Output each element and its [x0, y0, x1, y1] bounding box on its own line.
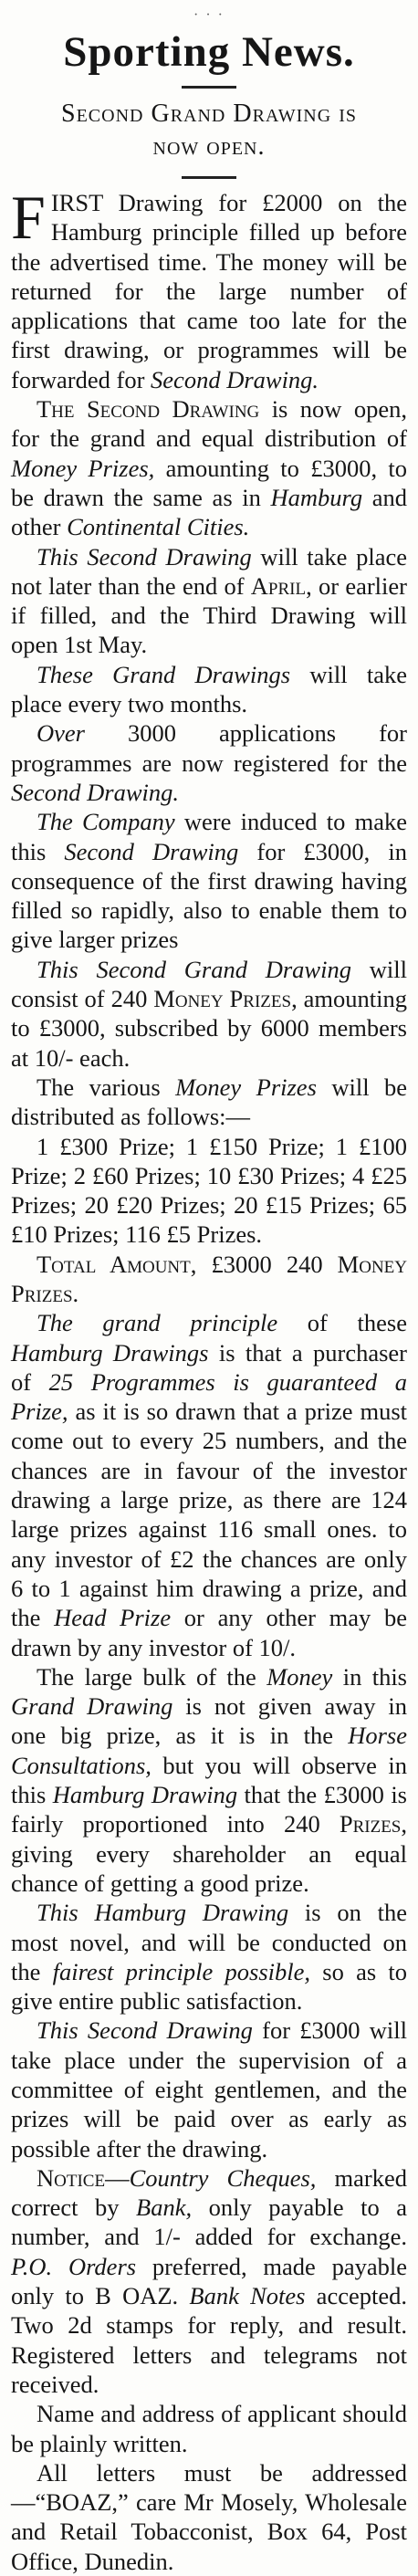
total-amount: Total Amount, £3000 240 Money Prizes. [11, 1250, 407, 1307]
emphasis-text: Money Prizes [175, 1073, 317, 1101]
emphasis-text: This Second Drawing [37, 542, 252, 571]
prize-list: 1 £300 Prize; 1 £150 Prize; 1 £100 Prize; 2 £60 Prizes; 10 £30 Prizes; 4 £25 Prizes; 20 £20 Prizes; 20 £15 Prizes; 65 £10 Prizes; 116 £5 Prizes. [11, 1132, 407, 1249]
paragraph-text: but you will observe in this [11, 1751, 407, 1809]
paragraph-text: marked correct by [11, 2163, 408, 2222]
smallcaps-text: Prizes, [339, 1810, 407, 1838]
paragraph-notice [11, 2163, 407, 2399]
paragraph-bulk [11, 1662, 407, 1898]
emphasis-text: Money [266, 1662, 333, 1691]
paragraph-text: amounting to £3000, to be drawn the same as in [11, 454, 407, 511]
paragraph-text: that the £3000 is fairly proportioned into 240 [11, 1781, 407, 1838]
emphasis-text: Bank, [136, 2194, 193, 2222]
emphasis-text: Hamburg [270, 483, 363, 511]
emphasis-text: This Hamburg Drawing [37, 1899, 289, 1927]
headline-line-2: now open. [152, 132, 266, 161]
smallcaps-text: Notice [37, 2163, 106, 2192]
emphasis-text: Grand Drawing [11, 1692, 173, 1721]
paragraph-first-drawing [11, 183, 407, 394]
paragraph-address-to: All letters must be addressed—“BOAZ,” care Mr Mosely, Wholesale and Retail Tobacconist, Box 64, Post Office, Dunedin. [11, 2458, 407, 2575]
emphasis-text: Hamburg Drawing [52, 1781, 238, 1809]
paragraph-text: is that a purchaser of [11, 1338, 407, 1396]
paragraph-text: is on the most novel, and will be conducted on the [11, 1899, 407, 1985]
emphasis-text: This Second Grand Drawing [37, 955, 351, 983]
paragraph-supervision [11, 2016, 407, 2162]
paragraph-text: of these [277, 1309, 407, 1337]
section-masthead: Sporting News. [63, 28, 355, 76]
paragraph-text: in this [332, 1662, 407, 1691]
emphasis-text: Second Drawing. [11, 778, 180, 806]
paragraph-text: giving every shareholder an equal chance of getting a good prize. [11, 1839, 407, 1897]
paragraph-applications [11, 718, 407, 807]
smallcaps-text: April, [250, 571, 312, 600]
paragraph-text: for £3000 will take place under the supervision of a committee of eight gentlemen, and the prizes will be paid over as early as possible after the drawing. [11, 2016, 407, 2162]
paragraph-text: or any other may be drawn by any investor of 10/. [11, 1604, 407, 1661]
drop-cap: F [11, 183, 46, 252]
paragraph-name-address: Name and address of applicant should be plainly written. [11, 2400, 407, 2457]
paragraph-timing [11, 542, 407, 660]
emphasis-text: Country Cheques, [129, 2163, 317, 2192]
paragraph-text: were induced to make this [11, 808, 408, 865]
smallcaps-text: Money Prizes, [153, 985, 298, 1013]
paragraph-text: — [105, 2163, 130, 2192]
emphasis-text: Bank Notes [189, 2282, 306, 2310]
paragraph-text: will take place not later than the end of [11, 542, 407, 600]
paragraph-text: The large bulk of the [37, 1662, 267, 1691]
emphasis-text: Head Prize [54, 1604, 172, 1632]
paragraph-company [11, 807, 407, 954]
emphasis-text: Money Prizes, [11, 454, 155, 482]
paragraph-text: will consist of 240 [11, 955, 407, 1013]
paragraph-text: only payable to a number, and 1/- added for exchange. [11, 2194, 407, 2251]
paragraph-consist [11, 955, 407, 1073]
emphasis-text: 25 Programmes is guaranteed a Prize, [11, 1367, 407, 1426]
paragraph-second-drawing [11, 394, 407, 541]
paragraph-principle [11, 1308, 407, 1662]
paragraph-text: will be distributed as follows:— [11, 1073, 407, 1131]
emphasis-text: Continental Cities. [67, 513, 250, 541]
emphasis-text: fairest principle possible, [52, 1957, 311, 1985]
article-headline [11, 98, 407, 163]
emphasis-text: Horse Consultations, [11, 1722, 407, 1779]
paragraph-text: The various [37, 1073, 176, 1101]
emphasis-text: The grand principle [37, 1309, 278, 1337]
paragraph-text: accepted. Two 2d stamps for reply, and result. Registered letters and telegrams not received. [11, 2282, 407, 2398]
emphasis-text: Second Drawing [64, 837, 239, 865]
emphasis-text: These Grand Drawings [37, 660, 291, 688]
emphasis-text: Second Drawing. [151, 365, 319, 393]
paragraph-text: is now open, for the grand and equal distribution of [11, 395, 407, 453]
paragraph-text: for £3000, in consequence of the first drawing having filled so rapidly, also to enable them to give larger prizes [11, 837, 407, 954]
paragraph-text: as it is so drawn that a prize must come out to every 25 numbers, and the chances are in favour of the investor drawing a large prize, as there are 124 large prizes against 116 small ones. to any investor of £2 the chances are only 6 to 1 against him drawing a prize, and the [11, 1398, 407, 1632]
divider-rule [182, 176, 236, 179]
divider-rule [182, 86, 236, 89]
emphasis-text: P.O. Orders [11, 2252, 137, 2280]
paragraph-text: and other [11, 483, 407, 541]
masthead-smudge: · · · [193, 7, 225, 23]
paragraph-text: preferred, made payable only to B OAZ. [11, 2252, 407, 2310]
emphasis-text: The Company [37, 808, 175, 836]
paragraph-novel [11, 1898, 407, 2016]
paragraph-distribution [11, 1073, 407, 1132]
paragraph-text: 3000 applications for programmes are now registered for the [11, 719, 407, 777]
emphasis-text: Hamburg Drawings [11, 1338, 209, 1367]
paragraph-text: IRST Drawing for £2000 on the Hamburg principle filled up before the advertised time. The money will be returned for the large number of applications that came too late for the first drawing, or programmes will be forwarded for [11, 189, 407, 393]
paragraph-text: amounting to £3000, subscribed by 6000 members at 10/- each. [11, 985, 407, 1072]
headline-line-1: Second Grand Drawing is [61, 99, 357, 128]
paragraph-text: is not given away in one big prize, as it is in the [11, 1692, 407, 1750]
emphasis-text: This Second Drawing [37, 2016, 253, 2045]
paragraph-text: so as to give entire public satisfaction. [11, 1957, 408, 2016]
paragraph-frequency [11, 660, 407, 719]
emphasis-text: Over [37, 719, 85, 748]
paragraph-text: or earlier if filled, and the Third Drawing will open 1st May. [11, 571, 407, 659]
smallcaps-text: The Second Drawing [37, 395, 260, 424]
paragraph-text: will take place every two months. [11, 660, 407, 718]
